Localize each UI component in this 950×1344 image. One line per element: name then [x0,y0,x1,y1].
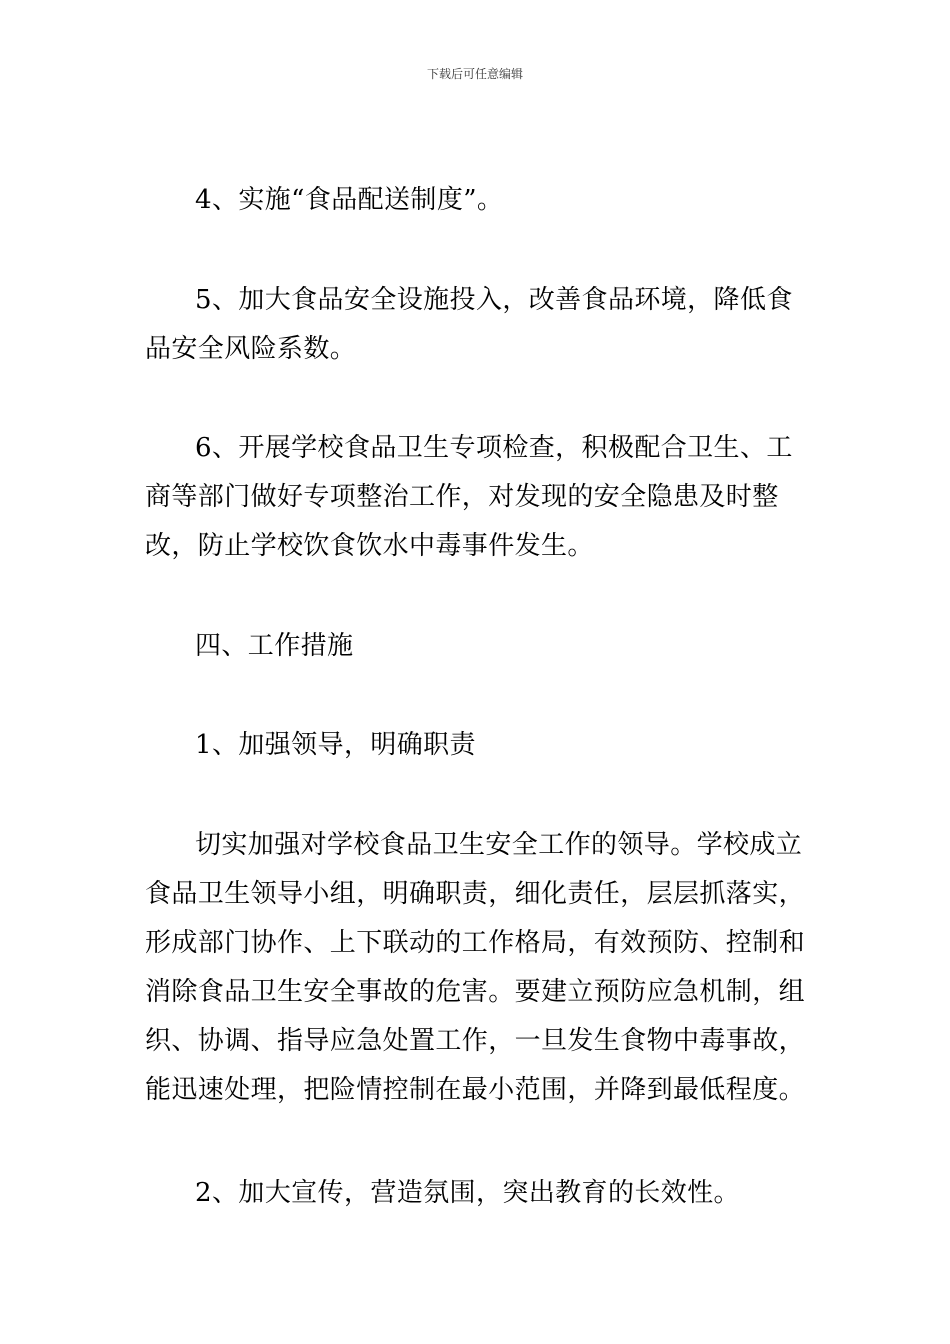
page-header: 下载后可任意编辑 [426,67,523,81]
paragraph-item-4 [145,176,810,225]
paragraph-text: 切实加强对学校食品卫生安全工作的领导。学校成立食品卫生领导小组，明确职责，细化责任，层层抓落实，形成部门协作、上下联动的工作格局，有效预防、控制和消除食品卫生安全事故的危害。要建立预防应急机制，组织、协调、指导应急处置工作，一旦发生食物中毒事故，能迅速处理，把险情控制在最小范围，并降到最低程度。 [145,830,806,1105]
paragraph-text: 6、开展学校食品卫生专项检查，积极配合卫生、工商等部门做好专项整治工作，对发现的安全隐患及时整改，防止学校饮食饮水中毒事件发生。 [145,433,793,561]
paragraph-item-5 [145,276,810,374]
heading-text: 1、加强领导，明确职责 [195,730,476,760]
heading-text: 四、工作措施 [195,631,354,661]
paragraph-text: 5、加大食品安全设施投入，改善食品环境，降低食品安全风险系数。 [145,285,793,364]
paragraph-item-6 [145,424,810,571]
subheading-leadership [145,721,810,770]
subheading-publicity [145,1169,810,1218]
heading-text: 2、加大宣传，营造氛围，突出教育的长效性。 [195,1178,740,1208]
paragraph-text: 4、实施“食品配送制度”。 [195,185,504,215]
section-heading-work-measures [145,622,810,671]
paragraph-leadership-detail [145,821,810,1115]
